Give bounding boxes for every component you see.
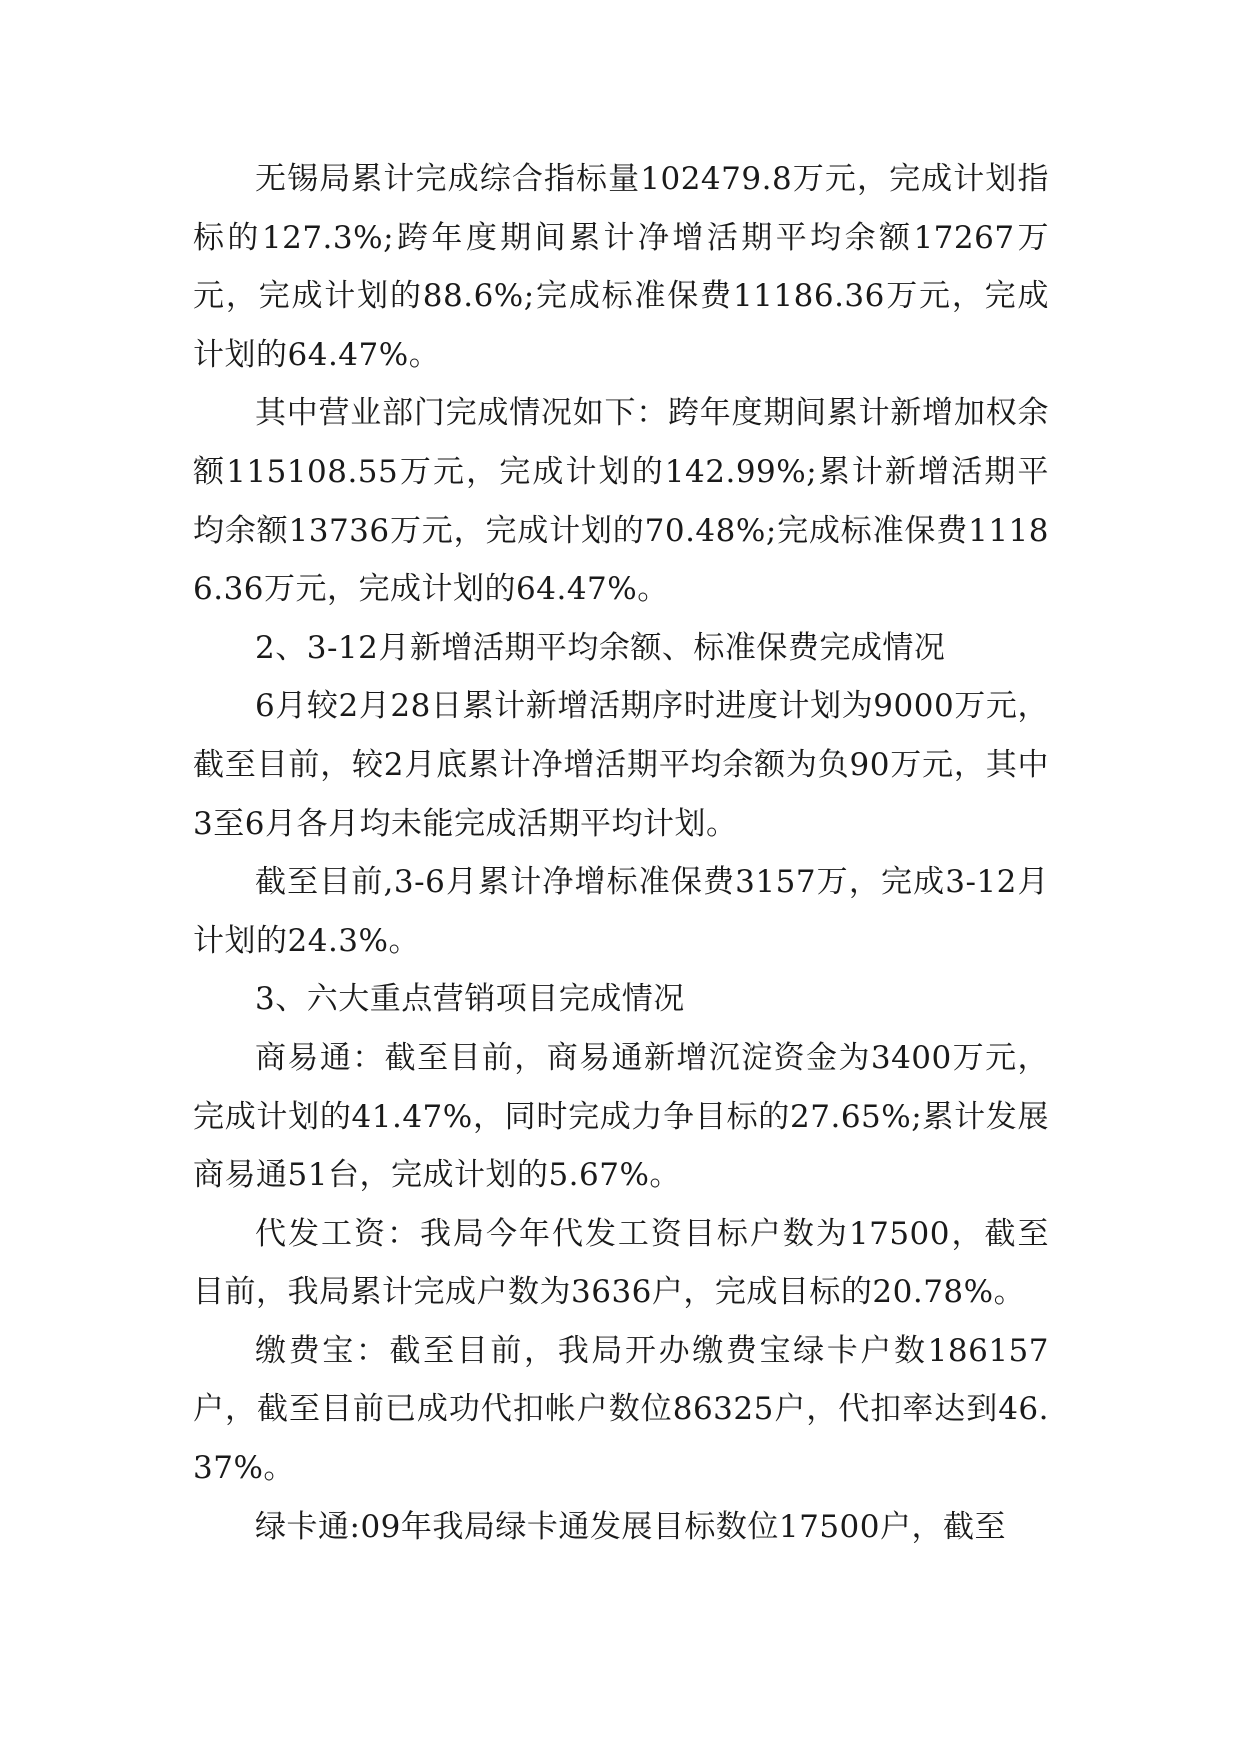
- paragraph-standard-premium: 截至目前,3-6月累计净增标准保费3157万，完成3-12月计划的24.3%。: [193, 864, 1049, 959]
- paragraph-payroll: 代发工资：我局今年代发工资目标户数为17500，截至目前，我局累计完成户数为3636户，完成目标的20.78%。: [193, 1215, 1049, 1311]
- paragraph-june-progress: 6月较2月28日累计新增活期序时进度计划为9000万元，截至目前，较2月底累计净增活期平均余额为负90万元，其中3至6月各月均未能完成活期平均计划。: [193, 688, 1049, 842]
- paragraph-wuxi-summary: 无锡局累计完成综合指标量102479.8万元，完成计划指标的127.3%;跨年度期间累计净增活期平均余额17267万元，完成计划的88.6%;完成标准保费11186.36万元，完成计划的64.47%。: [193, 161, 1049, 373]
- section-heading-3-12-month: 2、3-12月新增活期平均余额、标准保费完成情况: [255, 629, 946, 666]
- section-heading-six-projects: 3、六大重点营销项目完成情况: [255, 981, 685, 1018]
- paragraph-jiaofeibao: 缴费宝：截至目前，我局开办缴费宝绿卡户数186157户，截至目前已成功代扣帐户数位86325户，代扣率达到46.37%。: [193, 1332, 1049, 1487]
- paragraph-shangyitong: 商易通：截至目前，商易通新增沉淀资金为3400万元，完成计划的41.47%，同时完成力争目标的27.65%;累计发展商易通51台，完成计划的5.67%。: [193, 1039, 1049, 1194]
- paragraph-business-dept: 其中营业部门完成情况如下：跨年度期间累计新增加权余额115108.55万元，完成计划的142.99%;累计新增活期平均余额13736万元，完成计划的70.48%;完成标准保费11186.36万元，完成计划的64.47%。: [193, 395, 1049, 608]
- document-body: [193, 150, 1049, 1556]
- paragraph-green-card: 绿卡通:09年我局绿卡通发展目标数位17500户，截至: [255, 1508, 1007, 1545]
